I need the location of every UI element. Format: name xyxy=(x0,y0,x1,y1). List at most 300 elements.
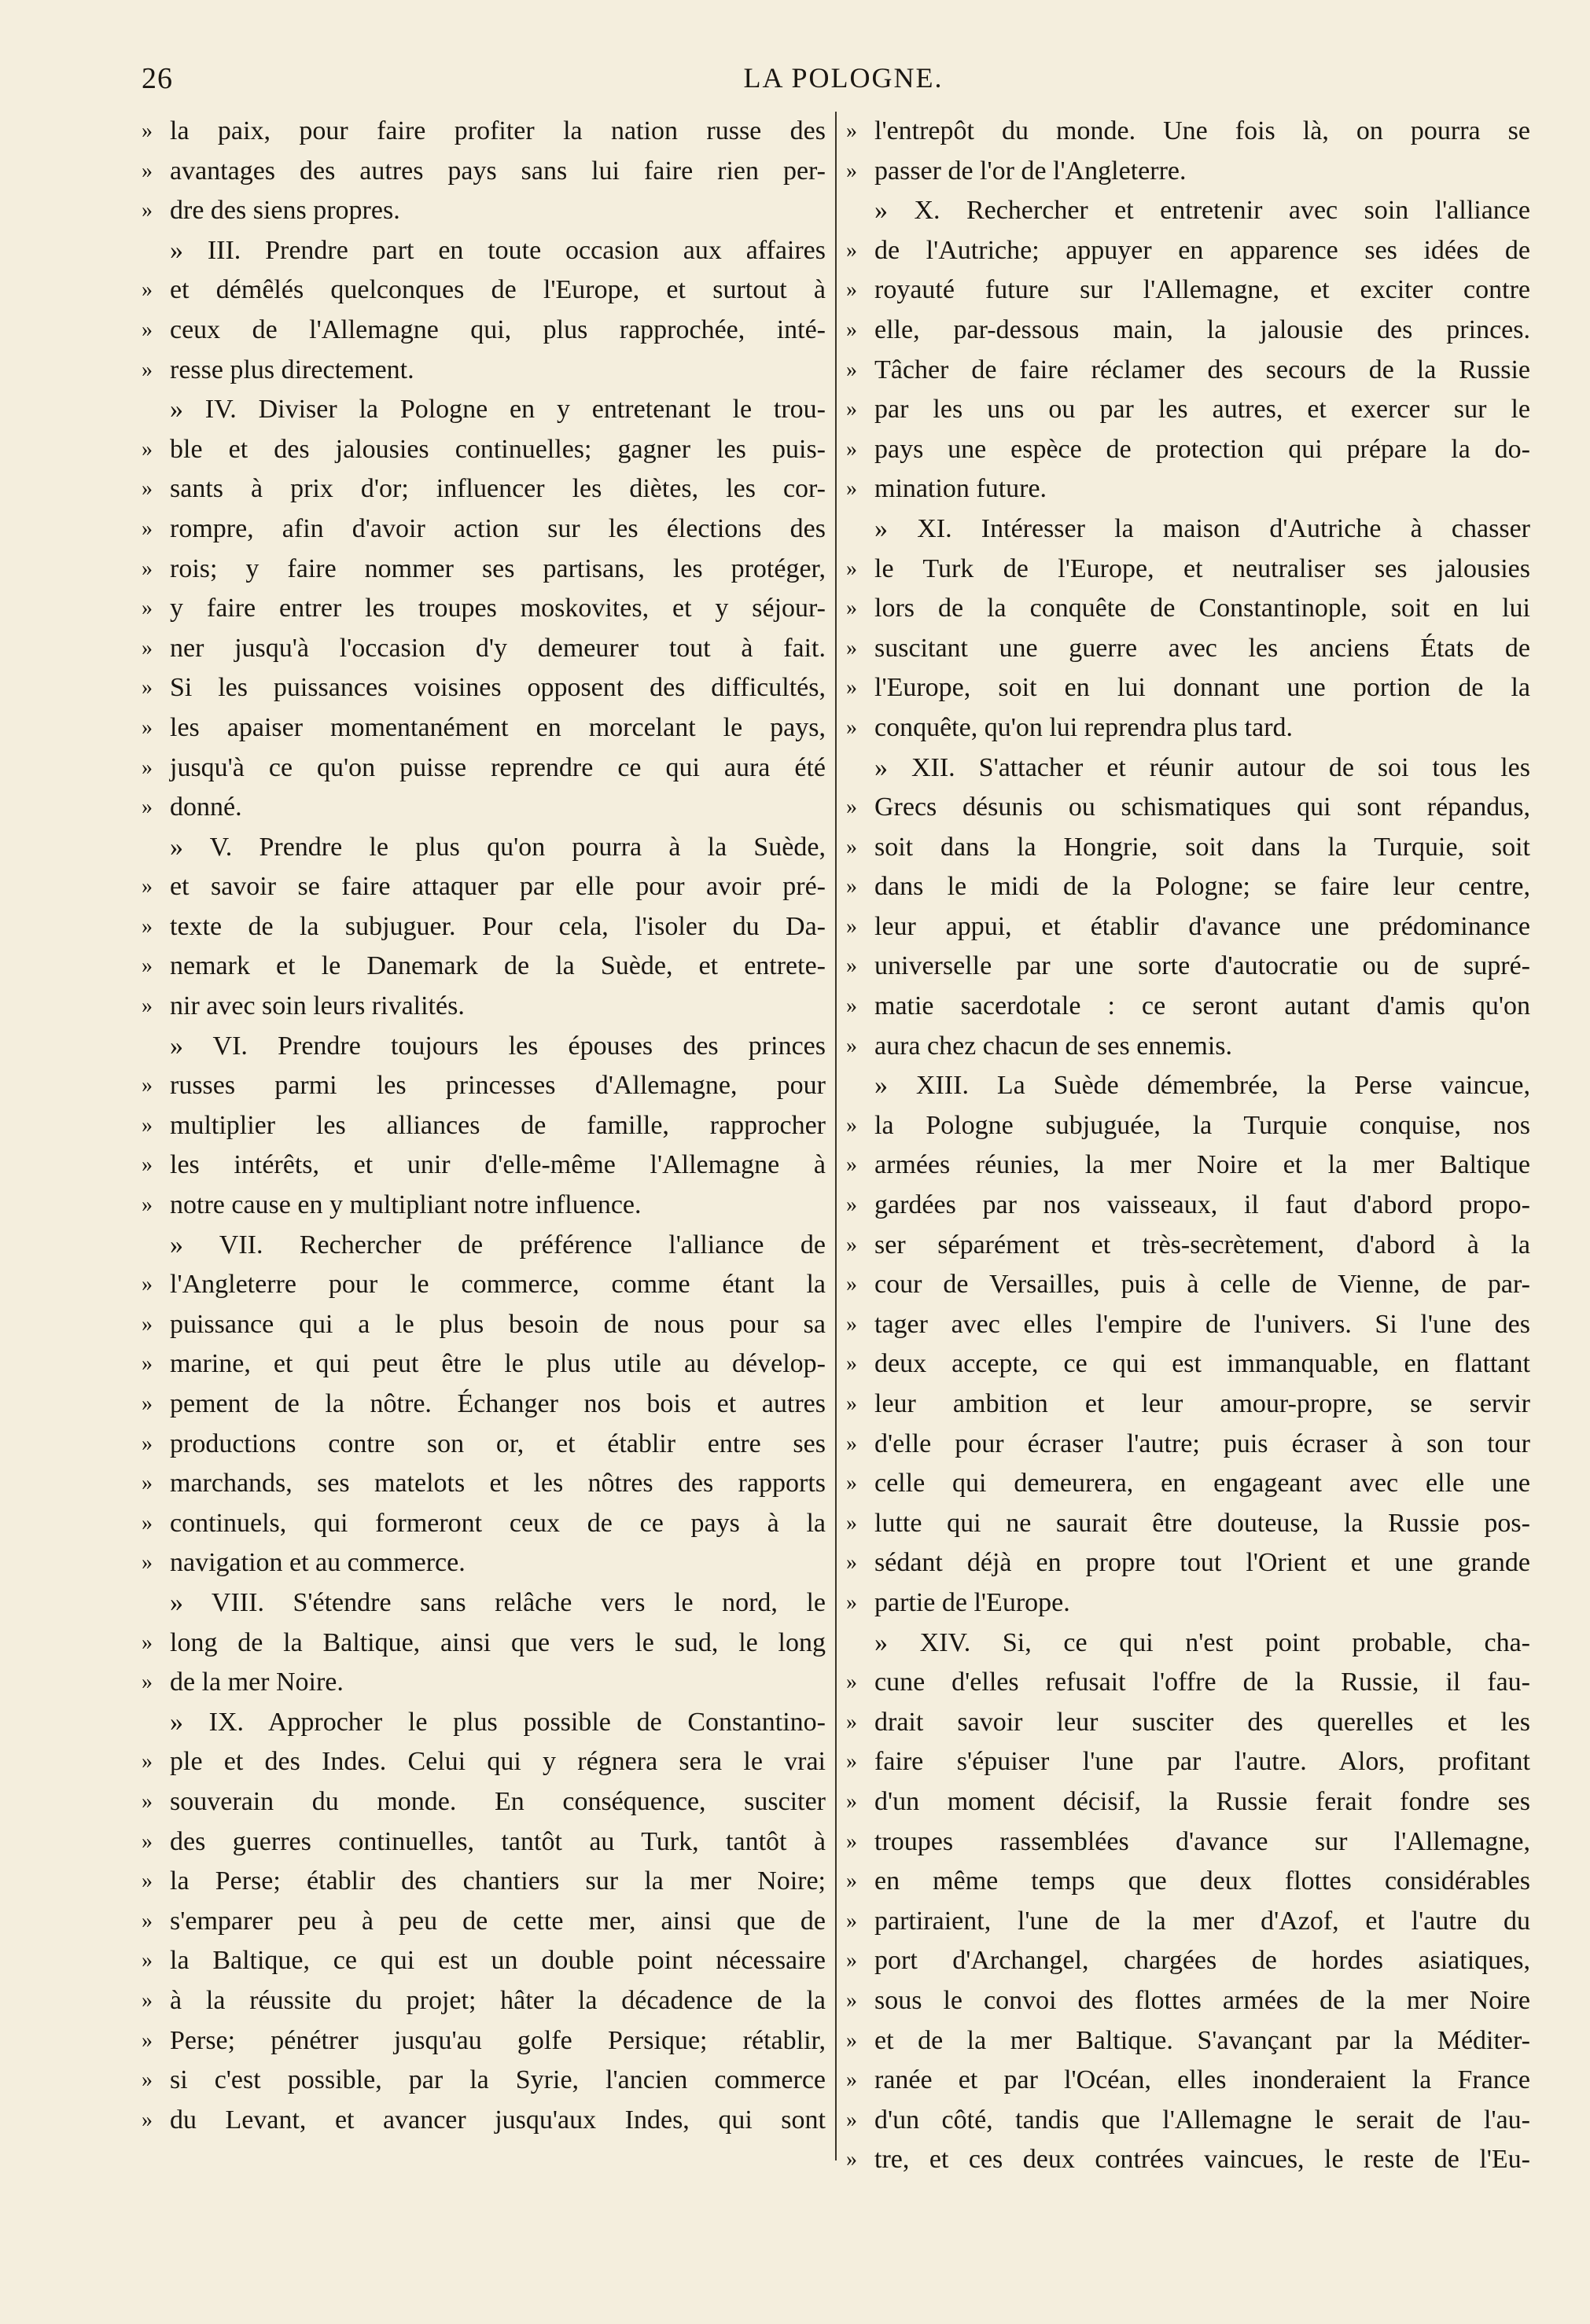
text-line xyxy=(846,947,1530,987)
text-line xyxy=(142,867,826,907)
line-text: » IV. Diviser la Pologne en y entretenant le trou- xyxy=(170,395,826,425)
quote-mark: » xyxy=(846,1550,857,1576)
line-text: troupes rassemblées d'avance sur l'Allemagne, xyxy=(874,1826,1530,1856)
text-line xyxy=(142,947,826,987)
quote-mark: » xyxy=(142,278,153,303)
quote-mark: » xyxy=(142,516,153,541)
text-line xyxy=(846,629,1530,669)
line-text: ranée et par l'Océan, elles inonderaient la France xyxy=(874,2065,1530,2095)
text-line xyxy=(142,390,826,430)
text-line xyxy=(846,1027,1530,1067)
line-text: universelle par une sorte d'autocratie ou de supré- xyxy=(874,951,1530,981)
line-text: partiraient, l'une de la mer d'Azof, et l'autre du xyxy=(874,1906,1530,1936)
text-line xyxy=(846,2021,1530,2061)
quote-mark: » xyxy=(142,317,153,342)
text-line xyxy=(846,1504,1530,1544)
text-line xyxy=(846,987,1530,1027)
text-line xyxy=(846,1145,1530,1186)
quote-mark: » xyxy=(142,158,153,183)
line-text: celle qui demeurera, en engageant avec elle une xyxy=(874,1469,1530,1498)
line-text: marine, et qui peut être le plus utile au dévelop- xyxy=(170,1349,826,1379)
line-text: navigation et au commerce. xyxy=(170,1548,466,1578)
line-text: port d'Archangel, chargées de hordes asiatiques, xyxy=(874,1946,1530,1976)
text-line xyxy=(142,1305,826,1345)
text-line xyxy=(142,2061,826,2101)
quote-mark: » xyxy=(846,1471,857,1496)
text-line xyxy=(846,1265,1530,1305)
quote-mark: » xyxy=(142,914,153,939)
quote-mark: » xyxy=(142,1431,153,1456)
line-text: Tâcher de faire réclamer des secours de la Russie xyxy=(874,355,1530,384)
line-text: et savoir se faire attaquer par elle pour avoir pré- xyxy=(170,872,826,902)
quote-mark: » xyxy=(846,1510,857,1535)
quote-mark: » xyxy=(846,317,857,342)
line-text: conquête, qu'on lui reprendra plus tard. xyxy=(874,712,1294,742)
text-line xyxy=(142,1941,826,1981)
text-line xyxy=(846,509,1530,550)
quote-mark: » xyxy=(142,476,153,502)
line-text: tre, et ces deux contrées vaincues, le reste de l'Eu- xyxy=(874,2145,1530,2175)
text-line xyxy=(142,311,826,351)
line-text: rois; y faire nommer ses partisans, les protéger, xyxy=(170,553,826,583)
line-text: de l'Autriche; appuyer en apparence ses idées de xyxy=(874,235,1530,265)
quote-mark: » xyxy=(846,278,857,303)
text-line xyxy=(142,1027,826,1067)
text-line xyxy=(142,828,826,868)
quote-mark: » xyxy=(846,795,857,820)
text-line xyxy=(142,1066,826,1106)
line-text: nemark et le Danemark de la Suède, et entrete- xyxy=(170,951,826,981)
quote-mark: » xyxy=(142,1193,153,1218)
line-text: s'emparer peu à peu de cette mer, ainsi que de xyxy=(170,1906,826,1936)
running-title: LA POLOGNE. xyxy=(743,62,944,94)
line-text: resse plus directement. xyxy=(170,355,414,384)
line-text: passer de l'or de l'Angleterre. xyxy=(874,156,1187,186)
quote-mark: » xyxy=(142,357,153,382)
text-line xyxy=(846,1226,1530,1266)
text-line xyxy=(846,270,1530,311)
text-line xyxy=(142,1822,826,1863)
quote-mark: » xyxy=(846,1033,857,1058)
quote-mark: » xyxy=(846,1789,857,1814)
quote-mark: » xyxy=(142,1392,153,1416)
quote-mark: » xyxy=(846,675,857,701)
line-text: si c'est possible, par la Syrie, l'ancien commerce xyxy=(170,2065,826,2095)
line-text: gardées par nos vaisseaux, il faut d'abord propo- xyxy=(874,1190,1530,1220)
text-line xyxy=(846,1941,1530,1981)
text-line xyxy=(142,2021,826,2061)
line-text: l'Europe, soit en lui donnant une portion de la xyxy=(874,673,1530,703)
line-text: par les uns ou par les autres, et exercer sur le xyxy=(874,395,1530,425)
text-line xyxy=(142,1862,826,1902)
quote-mark: » xyxy=(142,596,153,621)
quote-mark: » xyxy=(846,1908,857,1933)
line-text: du Levant, et avancer jusqu'aux Indes, qui sont xyxy=(170,2105,826,2135)
text-line xyxy=(142,748,826,789)
quote-mark: » xyxy=(846,1590,857,1615)
line-text: texte de la subjuguer. Pour cela, l'isoler du Da- xyxy=(170,911,826,941)
line-text: drait savoir leur susciter des querelles et les xyxy=(874,1707,1530,1737)
text-line xyxy=(142,1782,826,1822)
quote-mark: » xyxy=(142,755,153,780)
line-text: notre cause en y multipliant notre influence. xyxy=(170,1190,642,1220)
line-text: » IX. Approcher le plus possible de Constantino- xyxy=(170,1707,826,1737)
line-text: leur ambition et leur amour-propre, se servir xyxy=(874,1389,1530,1418)
text-line xyxy=(142,629,826,669)
line-text: matie sacerdotale : ce seront autant d'amis qu'on xyxy=(874,991,1530,1021)
text-line xyxy=(846,390,1530,430)
quote-mark: » xyxy=(846,596,857,621)
line-text: marchands, ses matelots et les nôtres des rapports xyxy=(170,1469,826,1498)
text-line xyxy=(142,1265,826,1305)
text-line xyxy=(142,1902,826,1942)
text-line xyxy=(142,112,826,152)
line-text: la Pologne subjuguée, la Turquie conquise, nos xyxy=(874,1110,1530,1140)
quote-mark: » xyxy=(846,476,857,502)
quote-mark: » xyxy=(846,994,857,1019)
quote-mark: » xyxy=(142,1471,153,1496)
text-line xyxy=(142,1186,826,1226)
text-line xyxy=(142,1384,826,1425)
line-text: suscitant une guerre avec les anciens États de xyxy=(874,633,1530,663)
line-text: d'elle pour écraser l'autre; puis écraser à son tour xyxy=(874,1429,1530,1458)
text-line xyxy=(846,152,1530,192)
line-text: souverain du monde. En conséquence, susciter xyxy=(170,1786,826,1816)
text-line xyxy=(846,1623,1530,1664)
quote-mark: » xyxy=(846,237,857,263)
quote-mark: » xyxy=(846,834,857,859)
line-text: faire s'épuiser l'une par l'autre. Alors, profitant xyxy=(874,1747,1530,1777)
text-line xyxy=(846,867,1530,907)
page-header xyxy=(142,61,1545,101)
line-text: » XI. Intéresser la maison d'Autriche à chasser xyxy=(874,513,1530,543)
line-text: à la réussite du projet; hâter la décadence de la xyxy=(170,1985,826,2015)
quote-mark: » xyxy=(846,1829,857,1854)
text-line xyxy=(846,748,1530,789)
text-line xyxy=(846,1902,1530,1942)
line-text: » XIV. Si, ce qui n'est point probable, cha- xyxy=(874,1627,1530,1657)
text-line xyxy=(142,152,826,192)
quote-mark: » xyxy=(142,635,153,660)
line-text: la Baltique, ce qui est un double point nécessaire xyxy=(170,1946,826,1976)
text-line xyxy=(142,907,826,947)
quote-mark: » xyxy=(142,994,153,1019)
line-text: lutte qui ne saurait être douteuse, la Russie pos- xyxy=(874,1508,1530,1538)
quote-mark: » xyxy=(142,1670,153,1695)
quote-mark: » xyxy=(142,119,153,143)
line-text: donné. xyxy=(170,792,242,822)
line-text: royauté future sur l'Allemagne, et exciter contre xyxy=(874,275,1530,305)
line-text: Si les puissances voisines opposent des difficultés, xyxy=(170,673,826,703)
text-line xyxy=(846,191,1530,231)
line-text: aura chez chacun de ses ennemis. xyxy=(874,1031,1232,1061)
quote-mark: » xyxy=(846,119,857,143)
text-line xyxy=(142,1464,826,1504)
text-line xyxy=(846,708,1530,748)
line-text: soit dans la Hongrie, soit dans la Turquie, soit xyxy=(874,832,1530,862)
quote-mark: » xyxy=(846,556,857,581)
line-text: la paix, pour faire profiter la nation russe des xyxy=(170,116,826,145)
line-text: » VIII. S'étendre sans relâche vers le nord, le xyxy=(170,1587,826,1617)
text-line xyxy=(846,1344,1530,1384)
text-line xyxy=(846,2101,1530,2141)
text-line xyxy=(846,311,1530,351)
text-line xyxy=(142,1663,826,1703)
quote-mark: » xyxy=(846,1709,857,1734)
text-line xyxy=(142,1583,826,1623)
line-text: continuels, qui formeront ceux de ce pays à la xyxy=(170,1508,826,1538)
text-line xyxy=(846,828,1530,868)
text-line xyxy=(846,469,1530,509)
quote-mark: » xyxy=(846,715,857,740)
quote-mark: » xyxy=(142,198,153,223)
quote-mark: » xyxy=(142,436,153,461)
line-text: » III. Prendre part en toute occasion aux affaires xyxy=(170,235,826,265)
text-line xyxy=(142,1742,826,1782)
line-text: le Turk de l'Europe, et neutraliser ses jalousies xyxy=(874,553,1530,583)
line-text: Perse; pénétrer jusqu'au golfe Persique; rétablir, xyxy=(170,2025,826,2055)
line-text: puissance qui a le plus besoin de nous pour sa xyxy=(170,1309,826,1339)
text-line xyxy=(142,1504,826,1544)
line-text: dans le midi de la Pologne; se faire leur centre, xyxy=(874,872,1530,902)
quote-mark: » xyxy=(142,1351,153,1377)
quote-mark: » xyxy=(142,954,153,979)
text-line xyxy=(142,987,826,1027)
quote-mark: » xyxy=(142,1311,153,1337)
text-line xyxy=(846,1305,1530,1345)
line-text: long de la Baltique, ainsi que vers le sud, le long xyxy=(170,1627,826,1657)
line-text: dre des siens propres. xyxy=(170,196,400,226)
line-text: en même temps que deux flottes considérables xyxy=(874,1866,1530,1896)
left-column xyxy=(142,112,826,2140)
text-line xyxy=(846,112,1530,152)
quote-mark: » xyxy=(846,436,857,461)
line-text: l'entrepôt du monde. Une fois là, on pourra se xyxy=(874,116,1530,145)
line-text: » V. Prendre le plus qu'on pourra à la Suède, xyxy=(170,832,826,862)
text-line xyxy=(846,668,1530,708)
quote-mark: » xyxy=(142,1112,153,1138)
quote-mark: » xyxy=(846,1869,857,1894)
text-line xyxy=(142,1344,826,1384)
line-text: les apaiser momentanément en morcelant le pays, xyxy=(170,712,826,742)
text-line xyxy=(142,2101,826,2141)
line-text: partie de l'Europe. xyxy=(874,1587,1070,1617)
quote-mark: » xyxy=(142,2028,153,2053)
line-text: cour de Versailles, puis à celle de Vienne, de par- xyxy=(874,1270,1530,1300)
quote-mark: » xyxy=(142,1073,153,1098)
quote-mark: » xyxy=(846,954,857,979)
line-text: l'Angleterre pour le commerce, comme étant la xyxy=(170,1270,826,1300)
quote-mark: » xyxy=(846,357,857,382)
line-text: pays une espèce de protection qui prépare la do- xyxy=(874,434,1530,464)
line-text: mination future. xyxy=(874,474,1047,504)
line-text: de la mer Noire. xyxy=(170,1668,344,1697)
quote-mark: » xyxy=(846,1988,857,2013)
quote-mark: » xyxy=(142,1948,153,1973)
quote-mark: » xyxy=(142,1789,153,1814)
quote-mark: » xyxy=(846,1351,857,1377)
line-text: sous le convoi des flottes armées de la mer Noire xyxy=(874,1985,1530,2015)
page-number: 26 xyxy=(142,62,173,95)
line-text: productions contre son or, et établir entre ses xyxy=(170,1429,826,1458)
line-text: » XIII. La Suède démembrée, la Perse vaincue, xyxy=(874,1071,1530,1101)
line-text: jusqu'à ce qu'on puisse reprendre ce qui aura été xyxy=(170,752,826,782)
quote-mark: » xyxy=(142,1630,153,1655)
line-text: nir avec soin leurs rivalités. xyxy=(170,991,465,1021)
quote-mark: » xyxy=(142,2068,153,2093)
text-line xyxy=(846,430,1530,470)
line-text: ple et des Indes. Celui qui y régnera sera le vrai xyxy=(170,1747,826,1777)
text-line xyxy=(142,509,826,550)
line-text: Grecs désunis ou schismatiques qui sont répandus, xyxy=(874,792,1530,822)
quote-mark: » xyxy=(846,2107,857,2132)
quote-mark: » xyxy=(846,1948,857,1973)
line-text: sédant déjà en propre tout l'Orient et une grande xyxy=(874,1548,1530,1578)
text-line xyxy=(142,1981,826,2021)
text-line xyxy=(142,231,826,271)
text-line xyxy=(846,2061,1530,2101)
text-line xyxy=(846,589,1530,629)
quote-mark: » xyxy=(142,1829,153,1854)
line-text: » VI. Prendre toujours les épouses des princes xyxy=(170,1031,826,1061)
text-line xyxy=(846,1742,1530,1782)
quote-mark: » xyxy=(846,1232,857,1257)
quote-mark: » xyxy=(142,1153,153,1178)
line-text: ble et des jalousies continuelles; gagner les puis- xyxy=(170,434,826,464)
text-line xyxy=(846,1543,1530,1583)
text-line xyxy=(846,1583,1530,1623)
quote-mark: » xyxy=(142,795,153,820)
quote-mark: » xyxy=(846,1112,857,1138)
line-text: deux accepte, ce qui est immanquable, en flattant xyxy=(874,1349,1530,1379)
line-text: leur appui, et établir d'avance une prédominance xyxy=(874,911,1530,941)
quote-mark: » xyxy=(846,1392,857,1416)
quote-mark: » xyxy=(846,2068,857,2093)
quote-mark: » xyxy=(846,635,857,660)
line-text: russes parmi les princesses d'Allemagne, pour xyxy=(170,1071,826,1101)
line-text: » XII. S'attacher et réunir autour de soi tous les xyxy=(874,752,1530,782)
text-line xyxy=(846,231,1530,271)
line-text: d'un moment décisif, la Russie ferait fondre ses xyxy=(874,1786,1530,1816)
line-text: ser séparément et très-secrètement, d'abord à la xyxy=(874,1230,1530,1259)
text-line xyxy=(142,1145,826,1186)
text-line xyxy=(142,589,826,629)
text-line xyxy=(142,1106,826,1146)
text-line xyxy=(142,469,826,509)
quote-mark: » xyxy=(142,1550,153,1576)
quote-mark: » xyxy=(142,1869,153,1894)
line-text: ceux de l'Allemagne qui, plus rapprochée, inté- xyxy=(170,314,826,344)
quote-mark: » xyxy=(142,1988,153,2013)
line-text: » X. Rechercher et entretenir avec soin l'alliance xyxy=(874,196,1530,226)
quote-mark: » xyxy=(142,715,153,740)
text-line xyxy=(142,1623,826,1664)
text-line xyxy=(142,550,826,590)
line-text: et de la mer Baltique. S'avançant par la Méditer- xyxy=(874,2025,1530,2055)
quote-mark: » xyxy=(142,874,153,899)
text-line xyxy=(846,1981,1530,2021)
line-text: elle, par-dessous main, la jalousie des princes. xyxy=(874,314,1530,344)
quote-mark: » xyxy=(142,1908,153,1933)
quote-mark: » xyxy=(846,1431,857,1456)
quote-mark: » xyxy=(846,1193,857,1218)
text-line xyxy=(142,270,826,311)
line-text: la Perse; établir des chantiers sur la mer Noire; xyxy=(170,1866,826,1896)
line-text: les intérêts, et unir d'elle-même l'Allemagne à xyxy=(170,1150,826,1180)
line-text: cune d'elles refusait l'offre de la Russie, il fau- xyxy=(874,1668,1530,1697)
line-text: ner jusqu'à l'occasion d'y demeurer tout à fait. xyxy=(170,633,826,663)
text-line xyxy=(846,1384,1530,1425)
quote-mark: » xyxy=(846,2147,857,2172)
line-text: tager avec elles l'empire de l'univers. Si l'une des xyxy=(874,1309,1530,1339)
line-text: multiplier les alliances de famille, rapprocher xyxy=(170,1110,826,1140)
quote-mark: » xyxy=(142,675,153,701)
quote-mark: » xyxy=(142,2107,153,2132)
line-text: armées réunies, la mer Noire et la mer Baltique xyxy=(874,1150,1530,1180)
quote-mark: » xyxy=(142,1510,153,1535)
text-line xyxy=(142,1543,826,1583)
text-line xyxy=(846,351,1530,391)
column-divider xyxy=(835,112,837,2160)
quote-mark: » xyxy=(846,1670,857,1695)
line-text: d'un côté, tandis que l'Allemagne le serait de l'au- xyxy=(874,2105,1530,2135)
text-line xyxy=(142,788,826,828)
text-line xyxy=(142,1425,826,1465)
line-text: et démêlés quelconques de l'Europe, et surtout à xyxy=(170,275,826,305)
line-text: sants à prix d'or; influencer les diètes, les cor- xyxy=(170,474,826,504)
text-line xyxy=(846,1663,1530,1703)
quote-mark: » xyxy=(846,2028,857,2053)
line-text: pement de la nôtre. Échanger nos bois et autres xyxy=(170,1389,826,1418)
text-line xyxy=(846,550,1530,590)
text-line xyxy=(142,351,826,391)
quote-mark: » xyxy=(846,1272,857,1297)
text-line xyxy=(846,1862,1530,1902)
line-text: lors de la conquête de Constantinople, soit en lui xyxy=(874,594,1530,623)
quote-mark: » xyxy=(846,914,857,939)
quote-mark: » xyxy=(846,1311,857,1337)
quote-mark: » xyxy=(846,397,857,422)
right-column xyxy=(846,112,1530,2180)
text-line xyxy=(846,1425,1530,1465)
text-line xyxy=(846,1703,1530,1743)
quote-mark: » xyxy=(142,1749,153,1774)
line-text: des guerres continuelles, tantôt au Turk, tantôt à xyxy=(170,1826,826,1856)
text-line xyxy=(846,1822,1530,1863)
text-line xyxy=(846,1066,1530,1106)
line-text: » VII. Rechercher de préférence l'alliance de xyxy=(170,1230,826,1259)
text-line xyxy=(846,1464,1530,1504)
text-line xyxy=(142,708,826,748)
text-line xyxy=(142,1226,826,1266)
quote-mark: » xyxy=(846,158,857,183)
text-line xyxy=(846,1782,1530,1822)
text-line xyxy=(142,191,826,231)
quote-mark: » xyxy=(142,1272,153,1297)
text-line xyxy=(846,788,1530,828)
text-line xyxy=(846,907,1530,947)
quote-mark: » xyxy=(846,1153,857,1178)
text-line xyxy=(846,1186,1530,1226)
quote-mark: » xyxy=(846,874,857,899)
line-text: rompre, afin d'avoir action sur les élections des xyxy=(170,513,826,543)
text-line xyxy=(142,668,826,708)
text-line xyxy=(142,1703,826,1743)
text-line xyxy=(846,1106,1530,1146)
text-line xyxy=(846,2140,1530,2180)
line-text: y faire entrer les troupes moskovites, et y séjour- xyxy=(170,594,826,623)
line-text: avantages des autres pays sans lui faire rien per- xyxy=(170,156,826,186)
